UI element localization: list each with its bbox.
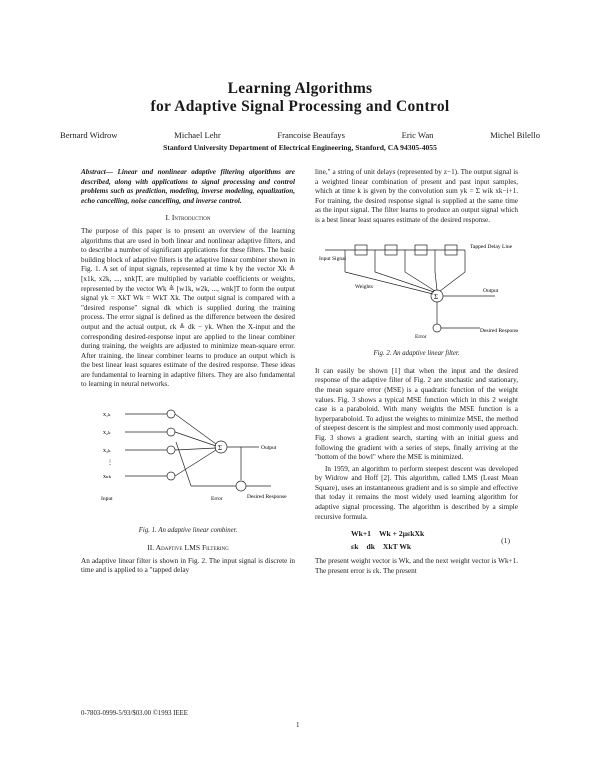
figure-1 xyxy=(81,402,295,535)
eq-rhs: Wk + 2μεkXk xyxy=(378,529,425,539)
svg-text:x₂ₖ: x₂ₖ xyxy=(103,430,111,437)
right-paragraph-2: It can easily be shown [1] that when the input and the desired response of the adaptive filter of Fig. 2 are stochastic and stationary, the mean square error (MSE) is a quadratic function of the weight values. Fig. 3 shows a typical MSE function which in this 2 weight case is a paraboloid. With many weights the MSE function is a hyperparaboloid. To adjust the weights to minimize MSE, the method of steepest descent is the simplest and most commonly used approach. Fig. 3 shows a gradient search, starting with an initial guess and following the gradient with a series of steps, finally arriving at the "bottom of the bowl" where the MSE is minimized. xyxy=(315,366,518,462)
figure-1-caption: Fig. 1. An adaptive linear combiner. xyxy=(138,526,238,534)
right-paragraph-3: In 1959, an algorithm to perform steepest descent was developed by Widrow and Hoff [2]. This algorithm, called LMS (Least Mean Square), uses an instantaneous gradient and is so simple and effective that today it remains the most widely used learning algorithm for adaptive signal processing. The algorithm is described by a simple recursive formula. xyxy=(315,464,518,521)
fig2-weights-label: Weights xyxy=(355,283,373,290)
author: Michel Bilello xyxy=(490,130,540,140)
page-number: 1 xyxy=(296,721,300,729)
right-column xyxy=(315,168,518,577)
paper-title-line1: Learning Algorithms xyxy=(227,80,373,97)
adaptive-filter-diagram xyxy=(315,232,518,344)
equation-1 xyxy=(315,529,518,551)
svg-text:xₙₖ: xₙₖ xyxy=(103,474,111,481)
fig1-desired-label: Desired Response xyxy=(247,494,287,501)
fig2-error-label: Error xyxy=(415,333,427,340)
fig2-input-label: Input Signal xyxy=(319,255,347,262)
affiliation: Stanford University Department of Electrical Engineering, Stanford, CA 94305-4055 xyxy=(163,143,437,152)
svg-text:Σ: Σ xyxy=(218,444,223,453)
svg-text:Σ: Σ xyxy=(434,292,439,301)
eq-lhs2: εk xyxy=(351,541,359,551)
eq-lhs: Wk+1 xyxy=(351,529,371,539)
author: Francoise Beaufays xyxy=(277,130,345,140)
eq-rhs2: XkT Wk xyxy=(382,541,412,551)
abstract: Abstract— Linear and nonlinear adaptive filtering algorithms are described, along with applications to signal processing and control problems such as prediction, modeling, inverse modeling, equalization, echo cancelling, noise cancelling, and inverse control. xyxy=(81,168,295,205)
right-paragraph-4: The present weight vector is Wk, and the next weight vector is Wk+1. The present error is εk. The present xyxy=(315,557,518,576)
copyright-footer: 0-7803-0999-5/93/$03.00 ©1993 IEEE xyxy=(81,710,188,717)
linear-combiner-diagram xyxy=(81,402,295,520)
author: Bernard Widrow xyxy=(60,130,118,140)
svg-text:x₃ₖ: x₃ₖ xyxy=(103,448,111,455)
fig1-output-label: Output xyxy=(261,445,277,452)
author: Eric Wan xyxy=(401,130,434,140)
author: Michael Lehr xyxy=(174,130,221,140)
figure-2 xyxy=(315,232,518,359)
fig2-delay-label: Tapped Delay Line xyxy=(470,243,513,250)
eq-mid2: dk xyxy=(366,541,375,551)
svg-text:x₁ₖ: x₁ₖ xyxy=(103,412,111,419)
fig2-desired-label: Desired Response xyxy=(480,327,518,334)
section-1-body: The purpose of this paper is to present an overview of the learning algorithms that are used in both linear and nonlinear adaptive filters, and to describe a number of significant applications for these filters. The basic building block of adaptive filters is the adaptive linear combiner shown in Fig. 1. A set of input signals, represented at time k by the vector Xk ≜ [x1k, x2k, ..., xnk]T, are multiplied by variable coefficients or weights, represented by the vector Wk ≜ [w1k, w2k, ..., wnk]T to form the output signal yk = XkT Wk = WkT Xk. The output signal is compared with a "desired response" signal dk which is supplied during the training process. The error signal is defined as the difference between the desired output and the actual output, εk ≜ dk − yk. When the X-input and the corresponding desired-response input are applied to the linear combiner during training, the weights are adjusted to minimize mean-square error. After training, the linear combiner learns to produce an output which is the best linear least squares estimate of the desired response. These ideas are fundamental to learning in adaptive filters. They are also fundamental to learning in neural networks. xyxy=(81,226,295,389)
svg-text:⋮: ⋮ xyxy=(107,460,113,467)
fig1-input-label: Input xyxy=(101,496,113,503)
section-2-body: An adaptive linear filter is shown in Fig. 2. The input signal is discrete in time and is applied to a "tapped delay xyxy=(81,556,295,575)
equation-number: (1) xyxy=(501,535,510,545)
figure-2-caption: Fig. 2. An adaptive linear filter. xyxy=(373,350,460,358)
paper-title-line2: for Adaptive Signal Processing and Control xyxy=(150,98,450,115)
fig2-output-label: Output xyxy=(483,287,499,294)
fig1-error-label: Error xyxy=(211,496,223,503)
left-column xyxy=(81,168,295,576)
section-2-heading: II. Adaptive LMS Filtering xyxy=(147,543,229,553)
right-paragraph-1: line," a string of unit delays (represented by z−1). The output signal is a weighted linear combination of present and past input samples, which at time k is given by the convolution sum yk = Σ wik xk−i+1. For training, the desired response signal is supplied at the same time as the input signal. The filter learns to produce an output signal which is a best linear least squares estimate of the desired response. xyxy=(315,168,518,224)
section-1-heading: I. Introduction xyxy=(165,213,211,223)
author-list xyxy=(60,130,540,140)
